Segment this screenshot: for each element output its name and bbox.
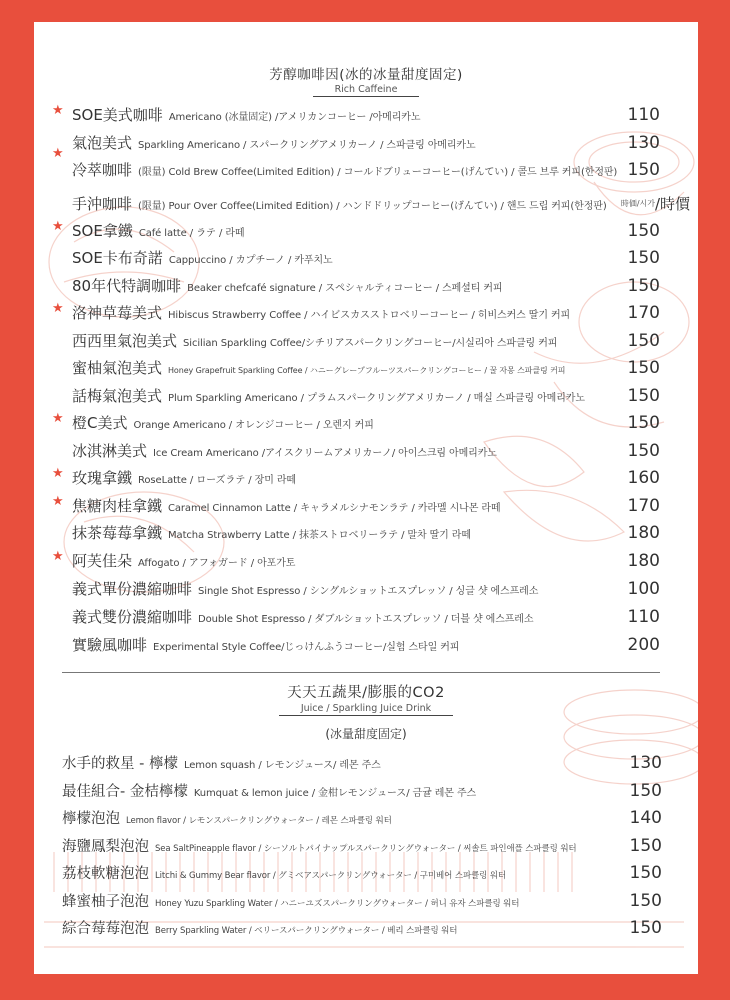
menu-item [34, 749, 698, 776]
recommended-star-icon: ★ [52, 549, 64, 564]
menu-item [34, 409, 698, 436]
section1-title: 芳醇咖啡因(冰的冰量甜度固定) [269, 67, 463, 83]
item-name: 義式單份濃縮咖啡 [72, 580, 193, 598]
item-description: Plum Sparkling Americano / プラムスパークリングアメリカーノ / 매실 스파클링 아메리카노 [168, 393, 585, 404]
item-name: 海鹽鳳梨泡泡 [62, 839, 149, 855]
item-name: 最佳組合- 金桔檸檬 [62, 784, 188, 800]
item-name: SOE美式咖啡 [72, 106, 163, 124]
item-description: Honey Grapefruit Sparkling Coffee / ハニーグレープフルーツスパークリングコーヒー / 꿀 자몽 스파클링 커피 [168, 366, 566, 375]
item-description: Single Shot Espresso / シングルショットエスプレッソ / 싱글 샷 에스프레소 [198, 586, 539, 597]
item-description: Kumquat & lemon juice / 金柑レモンジュース/ 금귤 레몬 주스 [193, 788, 477, 799]
item-price: 150 [627, 440, 660, 461]
item-name: 話梅氣泡美式 [72, 387, 163, 405]
item-description: RoseLatte / ローズラテ / 장미 라떼 [138, 475, 296, 486]
recommended-star-icon: ★ [52, 103, 64, 118]
item-price: 180 [627, 550, 660, 571]
item-description: Berry Sparkling Water / ベリースパークリングウォーター / 베리 스파클링 워터 [155, 926, 458, 936]
menu-item [34, 156, 698, 183]
item-price: 150 [629, 862, 662, 883]
menu-item [34, 382, 698, 409]
item-price: 150 [627, 357, 660, 378]
item-price: 170 [627, 495, 660, 516]
item-description: Lemon squash / レモンジュース/ 레몬 주스 [183, 760, 381, 771]
item-name: 冷萃咖啡 [72, 161, 133, 179]
item-name: 阿芙佳朵 [72, 552, 133, 570]
recommended-star-icon: ★ [52, 494, 64, 509]
menu-item [34, 244, 698, 271]
item-description: Honey Yuzu Sparkling Water / ハニーユズスパークリングウォーター / 허니 유자 스파클링 워터 [155, 899, 520, 909]
item-description: Ice Cream Americano /アイスクリームアメリカーノ/ 아이스크림 아메리카노 [153, 448, 497, 459]
item-name: SOE卡布奇諾 [72, 249, 163, 267]
item-name: 水手的救星 - 檸檬 [62, 756, 178, 772]
item-price: 150 [627, 275, 660, 296]
menu-item [34, 299, 698, 326]
item-price: 150 [627, 330, 660, 351]
item-price: 180 [627, 522, 660, 543]
item-price: 150 [629, 780, 662, 801]
item-price: 200 [627, 634, 660, 655]
item-price: 170 [627, 302, 660, 323]
menu-item [34, 914, 698, 941]
menu-item [34, 547, 698, 574]
item-price: 110 [627, 104, 660, 125]
item-price: 150 [627, 159, 660, 180]
section2-note: (冰量甜度固定) [325, 727, 407, 741]
item-price: 110 [627, 606, 660, 627]
item-description: Café latte / ラテ / 라떼 [138, 228, 245, 239]
item-name: SOE拿鐵 [72, 222, 133, 240]
section1-heading [34, 63, 698, 97]
item-description: Lemon flavor / レモンスパークリングウォーター / 레몬 스파클링 워터 [126, 816, 392, 826]
item-price: 150 [627, 220, 660, 241]
menu-item [34, 575, 698, 602]
menu-item [34, 101, 698, 128]
item-name: 焦糖肉桂拿鐵 [72, 497, 163, 515]
item-name: 洛神草莓美式 [72, 304, 163, 322]
item-name: 綜合莓莓泡泡 [62, 921, 149, 937]
item-name: 蜜柚氣泡美式 [72, 359, 163, 377]
item-name: 荔枝軟糖泡泡 [62, 866, 149, 882]
menu-item [34, 631, 698, 658]
item-description: Cappuccino / カプチーノ / 카푸치노 [168, 255, 333, 266]
recommended-star-icon: ★ [52, 301, 64, 316]
item-description: Caramel Cinnamon Latte / キャラメルシナモンラテ / 카라멜 시나몬 라떼 [168, 503, 501, 514]
item-description: (限量) Pour Over Coffee(Limited Edition) / ハンドドリップコーヒー(げんてい) / 핸드 드립 커피(한정판) [138, 201, 607, 212]
section2-title: 天天五蔬果/膨脹的CO2 [287, 685, 445, 701]
menu-item [34, 190, 698, 217]
item-name: 西西里氣泡美式 [72, 332, 178, 350]
recommended-star-icon: ★ [52, 411, 64, 426]
menu-item [34, 804, 698, 831]
item-name: 冰淇淋美式 [72, 442, 148, 460]
item-name: 氣泡美式 [72, 134, 133, 152]
item-price: 150 [627, 412, 660, 433]
menu-item [34, 354, 698, 381]
item-price: 150 [629, 917, 662, 938]
item-price: 150 [629, 835, 662, 856]
item-description: Litchi & Gummy Bear flavor / グミベアスパークリングウォーター / 구미베어 스파클링 워터 [155, 871, 507, 881]
section-divider [62, 672, 660, 673]
item-description: Sparkling Americano / スパークリングアメリカーノ / 스파클링 아메리카노 [138, 140, 476, 151]
item-description: Sea SaltPineapple flavor / シーソルトパイナップルスパークリングウォーター / 씨솔트 파인애플 스파클링 워터 [155, 844, 577, 854]
menu-item [34, 437, 698, 464]
item-description: Americano (冰量固定) /アメリカンコーヒー /아메리카노 [168, 112, 421, 123]
item-name: 實驗風咖啡 [72, 636, 148, 654]
item-price: 140 [629, 807, 662, 828]
menu-sheet [34, 22, 698, 974]
item-name: 義式雙份濃縮咖啡 [72, 608, 193, 626]
item-price: 100 [627, 578, 660, 599]
item-price: 150 [629, 890, 662, 911]
item-price-note: 時価/시가 [620, 199, 655, 208]
item-description: Experimental Style Coffee/じっけんふうコーヒー/실험 스타일 커피 [153, 642, 460, 653]
item-description: Sicilian Sparkling Coffee/シチリアスパークリングコーヒー/시실리아 스파클링 커피 [183, 338, 558, 349]
item-price: 130 [629, 752, 662, 773]
item-description: Affogato / アフォガード / 아포가토 [138, 558, 296, 569]
recommended-star-icon: ★ [52, 146, 64, 161]
recommended-star-icon: ★ [52, 466, 64, 481]
menu-item [34, 492, 698, 519]
item-price: 150 [627, 385, 660, 406]
item-description: Beaker chefcafé signature / スペシャルティコーヒー / 스페셜티 커피 [187, 283, 503, 294]
item-price: /時價 [654, 195, 690, 213]
section1-subtitle: Rich Caffeine [313, 84, 420, 97]
section2-heading [34, 681, 698, 716]
item-price: 130 [627, 132, 660, 153]
item-name: 80年代特調咖啡 [72, 277, 182, 295]
item-description: (限量) Cold Brew Coffee(Limited Edition) / コールドブリューコーヒー(げんてい) / 콜드 브루 커피(한정판) [138, 167, 618, 178]
item-name: 蜂蜜柚子泡泡 [62, 894, 149, 910]
item-description: Matcha Strawberry Latte / 抹茶ストロベリーラテ / 말차 딸기 라떼 [168, 530, 471, 541]
menu-item [34, 327, 698, 354]
item-name: 檸檬泡泡 [62, 811, 120, 827]
menu-item [34, 519, 698, 546]
menu-item [34, 832, 698, 859]
item-description: Double Shot Espresso / ダブルショットエスプレッソ / 더블 샷 에스프레소 [198, 614, 534, 625]
item-description: Hibiscus Strawberry Coffee / ハイビスカスストロベリーコーヒー / 히비스커스 딸기 커피 [168, 310, 571, 321]
menu-item [34, 464, 698, 491]
menu-item [34, 887, 698, 914]
item-name: 手沖咖啡 [72, 195, 133, 213]
item-description: Orange Americano / オレンジコーヒー / 오렌지 커피 [133, 420, 374, 431]
menu-item [34, 777, 698, 804]
item-price: 160 [627, 467, 660, 488]
menu-item [34, 217, 698, 244]
menu-item [34, 603, 698, 630]
menu-item [34, 129, 698, 161]
menu-item [34, 859, 698, 886]
item-name: 抹茶莓莓拿鐵 [72, 524, 163, 542]
menu-item [34, 272, 698, 299]
section2-subtitle: Juice / Sparkling Juice Drink [279, 703, 453, 716]
item-name: 玫瑰拿鐵 [72, 469, 133, 487]
recommended-star-icon: ★ [52, 219, 64, 234]
item-name: 橙C美式 [72, 414, 128, 432]
item-price: 150 [627, 247, 660, 268]
